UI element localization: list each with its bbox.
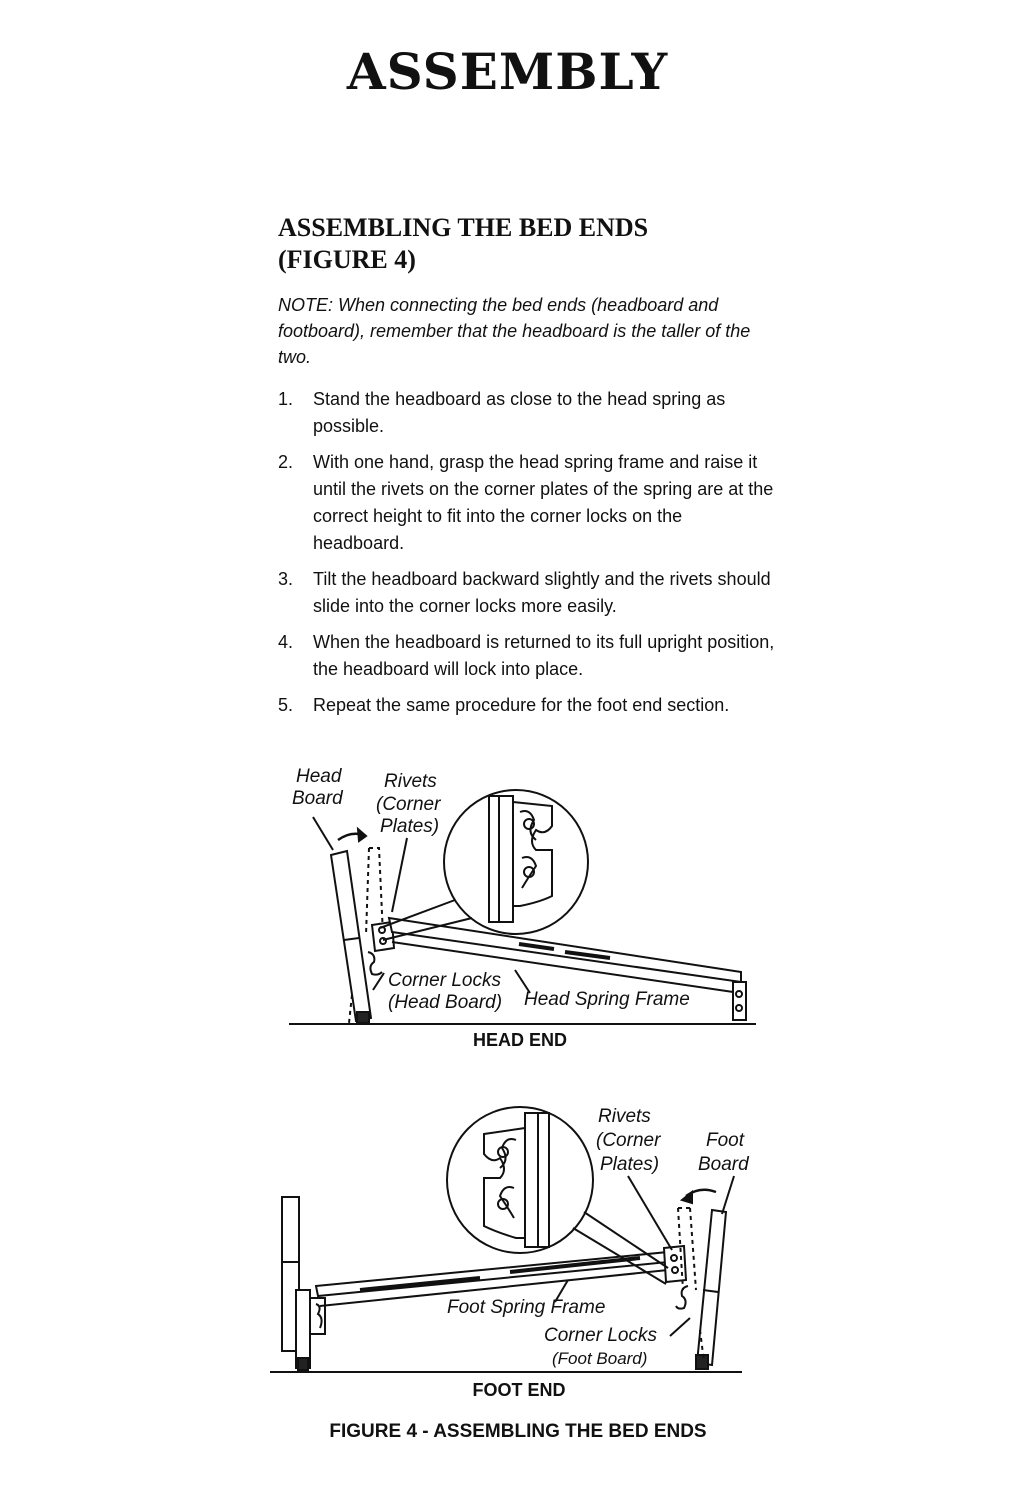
head-end-caption: HEAD END (472, 1030, 568, 1050)
step-text: Repeat the same procedure for the foot end section. (313, 695, 730, 715)
foot-label-plates: Plates) (600, 1154, 660, 1175)
section-heading-line1: ASSEMBLING THE BED ENDS (278, 213, 649, 242)
left-corner-lock-icon (310, 1298, 325, 1334)
head-board-leader (313, 817, 333, 850)
corner-lock-hook-icon (368, 952, 382, 975)
label-foot-board-paren: (Foot Board) (552, 1349, 648, 1368)
step-number: 1. (278, 389, 294, 409)
label-head-board: (Head Board) (388, 992, 503, 1013)
figure-caption: FIGURE 4 - ASSEMBLING THE BED ENDS (329, 1421, 707, 1442)
left-post-foot (296, 1290, 310, 1368)
foot-end-illustration (270, 1107, 742, 1372)
spring-end-bracket (733, 982, 746, 1020)
label-head: Head (296, 766, 342, 787)
label-foot: Foot (706, 1130, 745, 1151)
section-heading-line2: (FIGURE 4) (278, 245, 416, 274)
label-plates: Plates) (380, 816, 440, 837)
corner-locks-leader (670, 1318, 690, 1336)
page-title: ASSEMBLY (346, 42, 669, 101)
label-corner-locks: Corner Locks (388, 970, 501, 991)
headboard-post-foot (357, 1012, 369, 1023)
rivets-leader (392, 838, 407, 912)
foot-label-rivets: Rivets (598, 1106, 651, 1127)
foot-end-caption: FOOT END (472, 1380, 566, 1400)
note-paragraph: NOTE: When connecting the bed ends (headboard and footboard), remember that the headboard is the taller of the two. (278, 295, 751, 367)
rivets-leader (628, 1176, 672, 1250)
step-number: 4. (278, 632, 294, 652)
step-text: Stand the headboard as close to the head spring as possible. (313, 389, 726, 436)
corner-plate (664, 1246, 686, 1282)
foot-label-corner: (Corner (596, 1130, 661, 1151)
step-number: 2. (278, 452, 294, 472)
footboard-post-foot (696, 1355, 708, 1369)
label-rivets: Rivets (384, 771, 437, 792)
label-board: Board (292, 788, 343, 809)
step-text: Tilt the headboard backward slightly and the rivets should slide into the corner locks more easily. (313, 569, 771, 616)
foot-label-board: Board (698, 1154, 749, 1175)
head-magnifier-circle (444, 790, 588, 934)
step-number: 5. (278, 695, 294, 715)
label-corner: (Corner (376, 794, 441, 815)
step-number: 3. (278, 569, 294, 589)
foot-board-leader (722, 1176, 734, 1214)
label-foot-spring-frame: Foot Spring Frame (447, 1297, 606, 1318)
step-text: With one hand, grasp the head spring frame and raise it until the rivets on the corner plates of the spring are at the correct height to fit into the corner locks on the headboard. (313, 452, 774, 553)
label-head-spring-frame: Head Spring Frame (524, 989, 690, 1010)
foot-tilt-arrow-head-icon (682, 1192, 692, 1203)
step-text: When the headboard is returned to its full upright position, the headboard will lock into place. (313, 632, 775, 679)
foot-label-corner-locks: Corner Locks (544, 1325, 657, 1346)
tilt-arrow-head-icon (358, 829, 366, 841)
left-post-base (298, 1358, 308, 1370)
